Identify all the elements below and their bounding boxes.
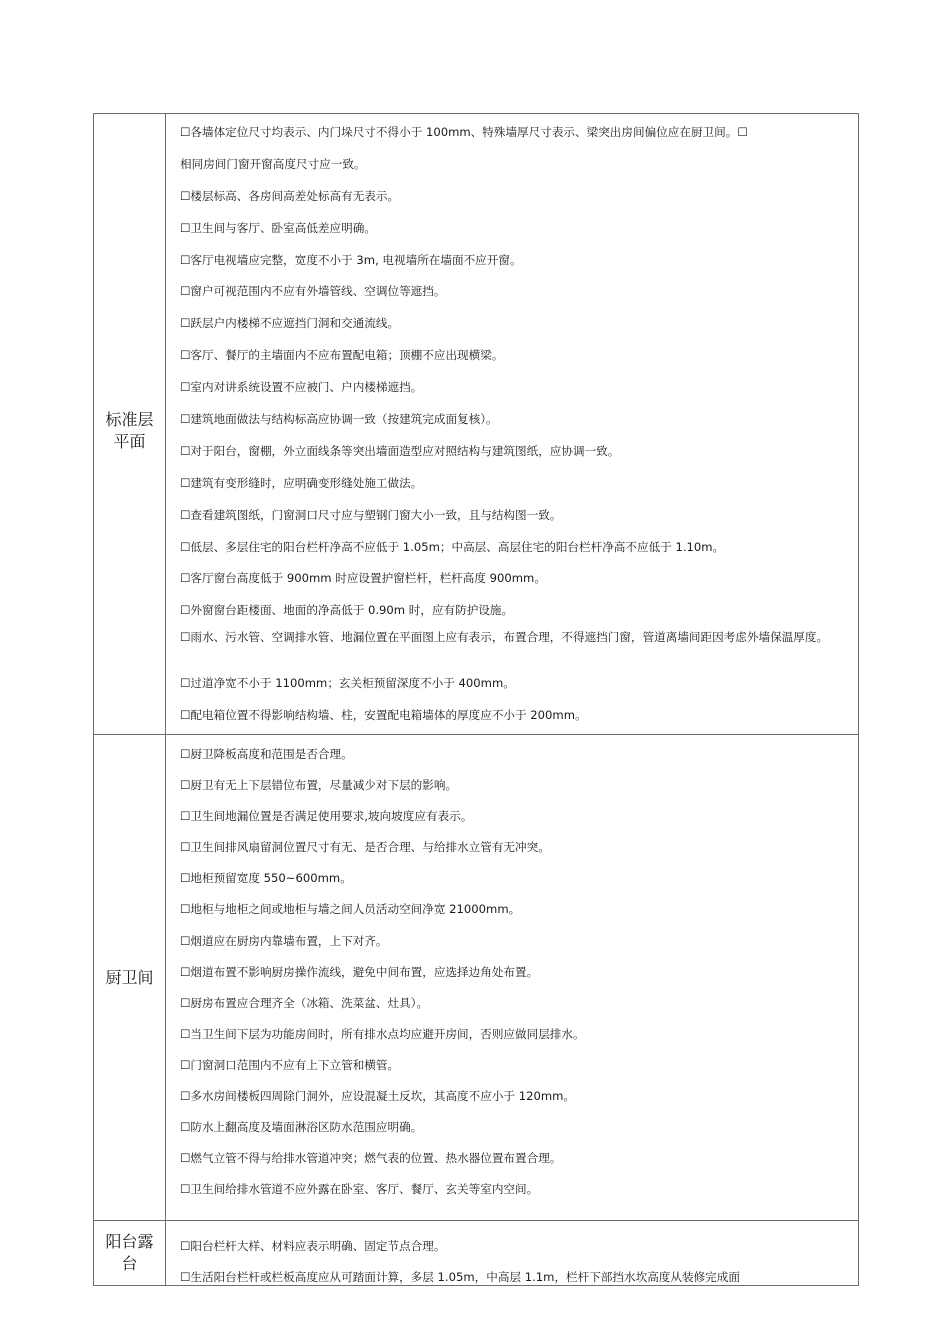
checklist-item: ☐外窗窗台距楼面、地面的净高低于 0.90m 时，应有防护设施。 xyxy=(180,603,514,618)
checklist-item: ☐阳台栏杆大样、材料应表示明确、固定节点合理。 xyxy=(180,1239,446,1253)
checklist-item: ☐各墙体定位尺寸均表示、内门垛尺寸不得小于 100mm、特殊墙厚尺寸表示、梁突出房间偏位应在厨卫间。☐ xyxy=(180,125,748,139)
section-standard-floor-plan xyxy=(94,114,859,735)
checklist-item: ☐烟道应在厨房内靠墙布置，上下对齐。 xyxy=(180,933,388,948)
checklist-item: 相同房间门窗开窗高度尺寸应一致。 xyxy=(180,156,366,171)
checklist-item: ☐门窗洞口范围内不应有上下立管和横管。 xyxy=(180,1057,400,1072)
checklist-item: ☐生活阳台栏杆或栏板高度应从可踏面计算，多层 1.05m，中高层 1.1m，栏杆下部挡水坎高度从装修完成面 xyxy=(180,1270,740,1284)
checklist-item: ☐配电箱位置不得影响结构墙、柱，安置配电箱墙体的厚度应不小于 200mm。 xyxy=(180,708,587,723)
checklist-item: ☐地柜与地柜之间或地柜与墙之间人员活动空间净宽 21000mm。 xyxy=(180,902,521,917)
checklist-item: ☐建筑地面做法与结构标高应协调一致（按建筑完成面复核）。 xyxy=(180,412,498,427)
checklist-item: ☐当卫生间下层为功能房间时，所有排水点均应避开房间，否则应做同层排水。 xyxy=(180,1026,585,1041)
checklist-item: ☐卫生间排风扇留洞位置尺寸有无、是否合理、与给排水立管有无冲突。 xyxy=(180,840,550,855)
checklist-item: ☐过道净宽不小于 1100mm；玄关柜预留深度不小于 400mm。 xyxy=(180,676,515,691)
checklist-table xyxy=(93,113,859,1286)
category-cell xyxy=(94,1221,166,1285)
checklist-item: ☐低层、多层住宅的阳台栏杆净高不应低于 1.05m；中高层、高层住宅的阳台栏杆净高不应低于 1.10m。 xyxy=(180,539,725,554)
checklist-item: ☐厨卫降板高度和范围是否合理。 xyxy=(180,747,353,761)
checklist-item: ☐厨房布置应合理齐全（冰箱、洗菜盆、灶具）。 xyxy=(180,995,429,1010)
items-cell xyxy=(166,735,859,1220)
checklist-item: ☐建筑有变形缝时，应明确变形缝处施工做法。 xyxy=(180,475,423,490)
checklist-item: ☐跃层户内楼梯不应遮挡门洞和交通流线。 xyxy=(180,316,400,331)
category-label: 厨卫间 xyxy=(105,967,154,987)
checklist-item: ☐楼层标高、各房间高差处标高有无表示。 xyxy=(180,188,400,203)
checklist-item: ☐雨水、污水管、空调排水管、地漏位置在平面图上应有表示，布置合理，不得遮挡门窗，管道离墙间距因考虑外墙保温厚度。 xyxy=(180,630,829,645)
category-cell xyxy=(94,114,166,734)
checklist-item: ☐客厅电视墙应完整，宽度不小于 3m, 电视墙所在墙面不应开窗。 xyxy=(180,252,522,267)
checklist-item: ☐地柜预留宽度 550~600mm。 xyxy=(180,871,352,886)
checklist-item: ☐厨卫有无上下层错位布置，尽量减少对下层的影响。 xyxy=(180,778,458,793)
checklist-item: ☐多水房间楼板四周除门洞外，应设混凝土反坎，其高度不应小于 120mm。 xyxy=(180,1089,576,1104)
checklist-item: ☐卫生间给排水管道不应外露在卧室、客厅、餐厅、玄关等室内空间。 xyxy=(180,1182,539,1197)
category-label: 阳台露台 xyxy=(105,1232,154,1273)
items-cell xyxy=(166,1221,859,1285)
checklist-item: ☐卫生间与客厅、卧室高低差应明确。 xyxy=(180,220,376,235)
checklist-item: ☐烟道布置不影响厨房操作流线，避免中间布置，应选择边角处布置。 xyxy=(180,964,539,979)
checklist-item: ☐对于阳台，窗棚，外立面线条等突出墙面造型应对照结构与建筑图纸，应协调一致。 xyxy=(180,443,620,458)
section-balcony-terrace xyxy=(94,1221,859,1286)
checklist-item: ☐客厅、餐厅的主墙面内不应布置配电箱；顶棚不应出现横梁。 xyxy=(180,348,504,363)
checklist-item: ☐卫生间地漏位置是否满足使用要求,坡向坡度应有表示。 xyxy=(180,809,473,824)
category-label: 标准层平面 xyxy=(105,410,154,451)
items-cell xyxy=(166,114,859,734)
checklist-item: ☐窗户可视范围内不应有外墙管线、空调位等遮挡。 xyxy=(180,284,446,299)
checklist-item: ☐查看建筑图纸，门窗洞口尺寸应与塑钢门窗大小一致，且与结构图一致。 xyxy=(180,507,562,522)
checklist-item: ☐客厅窗台高度低于 900mm 时应设置护窗栏杆，栏杆高度 900mm。 xyxy=(180,571,546,586)
section-kitchen-bathroom xyxy=(94,735,859,1221)
checklist-item: ☐燃气立管不得与给排水管道冲突；燃气表的位置、热水器位置布置合理。 xyxy=(180,1151,562,1166)
checklist-item: ☐防水上翻高度及墙面淋浴区防水范围应明确。 xyxy=(180,1120,423,1135)
checklist-item: ☐室内对讲系统设置不应被门、户内楼梯遮挡。 xyxy=(180,380,423,395)
category-cell xyxy=(94,735,166,1220)
